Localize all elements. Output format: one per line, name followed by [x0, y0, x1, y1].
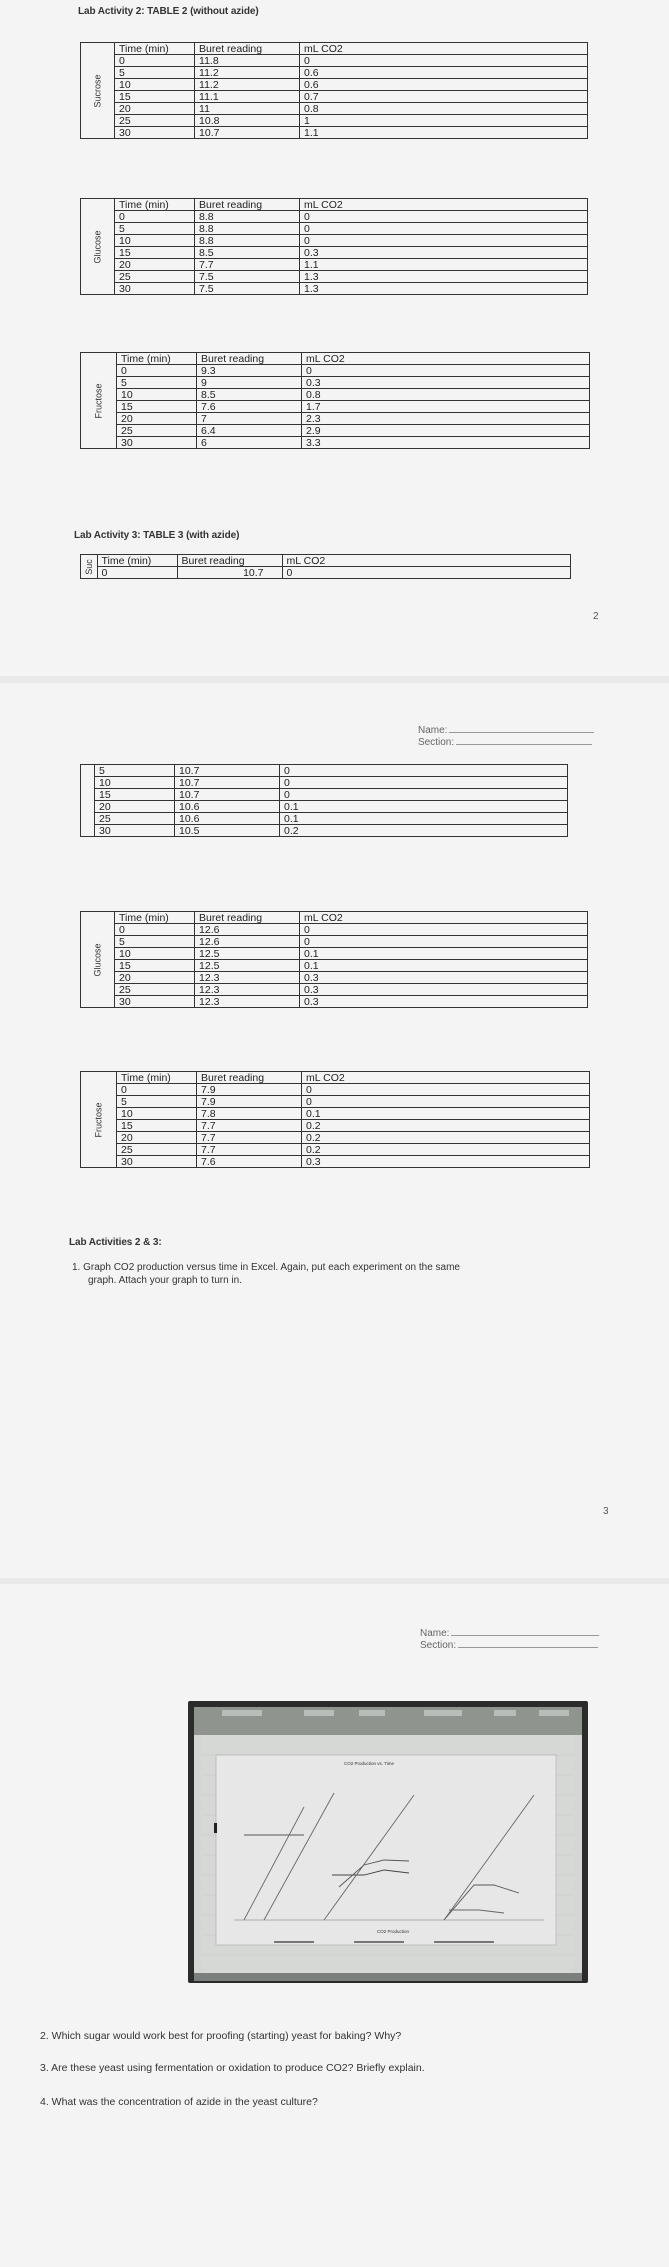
table-cell: 7.8 [197, 1108, 302, 1120]
table-cell: 20 [117, 413, 197, 425]
table-cell: 0.3 [302, 1156, 590, 1168]
table-row [81, 247, 588, 259]
table-cell: 12.5 [195, 948, 300, 960]
chart-x-title: CO2 Production [377, 1929, 410, 1934]
table-cell: 0.1 [300, 960, 588, 972]
table-cell: 0.3 [300, 972, 588, 984]
table-cell: 10 [117, 1108, 197, 1120]
table-row [81, 115, 588, 127]
table-row [81, 55, 588, 67]
name-label: Name: [418, 725, 448, 736]
table-row [81, 825, 568, 837]
table-cell: 7.6 [197, 401, 302, 413]
co2-chart [194, 1735, 582, 1973]
table-cell: 0.3 [300, 996, 588, 1008]
column-header: Time (min) [117, 1072, 197, 1084]
name-label: Name: [420, 1628, 450, 1639]
table-row [81, 777, 568, 789]
table-cell: 0.3 [300, 247, 588, 259]
table-cell: 10.6 [175, 813, 280, 825]
fructose-table [80, 352, 590, 449]
table-cell: 7.5 [195, 283, 300, 295]
table-cell: 10.7 [175, 777, 280, 789]
table-cell: 0 [300, 55, 588, 67]
table-cell: 9 [197, 377, 302, 389]
column-header: Time (min) [115, 912, 195, 924]
table-row [81, 813, 568, 825]
table-row [81, 1132, 590, 1144]
table-3-heading: Lab Activity 3: TABLE 3 (with azide) [74, 530, 240, 541]
table-cell: 20 [115, 259, 195, 271]
table-cell: 0 [300, 936, 588, 948]
table-cell: 10.8 [195, 115, 300, 127]
section-field[interactable] [420, 1640, 598, 1651]
table-header-row [81, 555, 571, 567]
table-row [81, 1096, 590, 1108]
table-cell: 0 [115, 924, 195, 936]
instruction-1 [72, 1261, 460, 1287]
sugar-label [81, 912, 115, 1008]
table-cell: 5 [117, 377, 197, 389]
table-row [81, 984, 588, 996]
table-cell: 12.6 [195, 924, 300, 936]
table-cell: 10.6 [175, 801, 280, 813]
table-cell: 10 [95, 777, 175, 789]
table-row [81, 924, 588, 936]
table-cell: 12.3 [195, 972, 300, 984]
table-cell: 0 [117, 1084, 197, 1096]
table-row [81, 1144, 590, 1156]
column-header: Time (min) [97, 555, 177, 567]
table-header-row [81, 43, 588, 55]
table-cell: 0 [300, 223, 588, 235]
sugar-label-text: Fructose [93, 1101, 104, 1138]
table-row [81, 789, 568, 801]
table-cell: 1.1 [300, 259, 588, 271]
page-2 [0, 0, 669, 676]
table-cell: 25 [95, 813, 175, 825]
table-cell: 0.2 [280, 825, 568, 837]
table-cell: 1.3 [300, 283, 588, 295]
table-header-row [81, 199, 588, 211]
table-row [81, 801, 568, 813]
table-cell: 25 [115, 984, 195, 996]
table-cell: 5 [95, 765, 175, 777]
table-cell: 5 [115, 936, 195, 948]
page-number: 3 [603, 1506, 609, 1517]
column-header: Buret reading [177, 555, 282, 567]
question-2: 2. Which sugar would work best for proofing (starting) yeast for baking? Why? [40, 2030, 402, 2042]
table-cell: 0 [280, 765, 568, 777]
table-cell: 0 [302, 1096, 590, 1108]
table-cell: 10.5 [175, 825, 280, 837]
table-cell: 12.3 [195, 984, 300, 996]
table-cell: 10 [115, 79, 195, 91]
table-2-heading: Lab Activity 2: TABLE 2 (without azide) [78, 6, 259, 17]
table-row [81, 271, 588, 283]
table-row [81, 79, 588, 91]
table-cell: 2.9 [302, 425, 590, 437]
table-cell: 0.2 [302, 1120, 590, 1132]
table-cell: 15 [117, 1120, 197, 1132]
table-cell: 7.7 [195, 259, 300, 271]
table-cell: 0.6 [300, 67, 588, 79]
name-field[interactable] [418, 725, 594, 736]
table-cell: 0 [300, 924, 588, 936]
sugar-label-text: Suc [83, 558, 94, 575]
table-cell: 20 [115, 972, 195, 984]
table-row [81, 91, 588, 103]
table-cell: 0.2 [302, 1132, 590, 1144]
table-cell: 0.1 [302, 1108, 590, 1120]
table-cell: 8.8 [195, 235, 300, 247]
table-cell: 15 [117, 401, 197, 413]
table-row [81, 211, 588, 223]
table-cell: 0.3 [302, 377, 590, 389]
question-3: 3. Are these yeast using fermentation or oxidation to produce CO2? Briefly explain. [40, 2062, 425, 2074]
table-cell: 0 [302, 1084, 590, 1096]
sugar-label [81, 555, 98, 579]
table-row [81, 223, 588, 235]
table-row [81, 425, 590, 437]
chart-title: CO2 Production vs. Time [344, 1761, 395, 1766]
table-cell: 25 [115, 271, 195, 283]
page-4 [0, 1584, 669, 2267]
table-cell: 11.2 [195, 79, 300, 91]
column-header: Buret reading [195, 199, 300, 211]
table-cell: 25 [117, 425, 197, 437]
table-cell: 0.1 [280, 801, 568, 813]
glucose-azide-table [80, 911, 588, 1008]
excel-ribbon [194, 1707, 582, 1735]
table-cell: 30 [115, 127, 195, 139]
table-cell: 10.7 [195, 127, 300, 139]
sugar-label [81, 353, 117, 449]
table-cell: 0.1 [280, 813, 568, 825]
column-header: mL CO2 [300, 199, 588, 211]
name-field[interactable] [420, 1628, 599, 1639]
table-row [81, 365, 590, 377]
column-header: Buret reading [195, 912, 300, 924]
sucrose-table [80, 42, 588, 139]
table-cell: 8.5 [197, 389, 302, 401]
sugar-label-text: Glucose [92, 942, 103, 977]
sugar-label [81, 199, 115, 295]
table-cell: 0 [97, 567, 177, 579]
table-row [81, 67, 588, 79]
excel-status-bar [194, 1973, 582, 1981]
table-header-row [81, 912, 588, 924]
excel-chart-area [194, 1735, 582, 1973]
table-cell: 15 [115, 91, 195, 103]
table-cell: 15 [115, 960, 195, 972]
sucrose-azide-table-continued [80, 764, 568, 837]
instruction-1-line: 1. Graph CO2 production versus time in Excel. Again, put each experiment on the same [72, 1262, 460, 1273]
table-row [81, 1156, 590, 1168]
table-cell: 0 [117, 365, 197, 377]
table-cell: 10 [117, 389, 197, 401]
column-header: mL CO2 [302, 1072, 590, 1084]
sugar-label-text: Glucose [92, 229, 103, 264]
table-cell: 3.3 [302, 437, 590, 449]
sugar-label-text: Fructose [93, 382, 104, 419]
sucrose-azide-table [80, 554, 571, 579]
table-cell: 20 [115, 103, 195, 115]
table-cell: 6 [197, 437, 302, 449]
table-cell: 15 [115, 247, 195, 259]
table-cell: 7.7 [197, 1120, 302, 1132]
table-cell: 11.2 [195, 67, 300, 79]
table-cell: 0 [280, 789, 568, 801]
column-header: mL CO2 [302, 353, 590, 365]
section-field[interactable] [418, 737, 592, 748]
table-cell: 7.7 [197, 1132, 302, 1144]
table-cell: 30 [117, 437, 197, 449]
table-cell: 8.8 [195, 223, 300, 235]
table-row [81, 567, 571, 579]
table-cell: 10.7 [175, 765, 280, 777]
table-cell: 12.5 [195, 960, 300, 972]
table-cell: 8.5 [195, 247, 300, 259]
column-header: Buret reading [197, 353, 302, 365]
table-row [81, 936, 588, 948]
table-row [81, 948, 588, 960]
table-cell: 7.7 [197, 1144, 302, 1156]
sugar-label [81, 43, 115, 139]
table-cell: 0 [300, 235, 588, 247]
column-header: Time (min) [115, 43, 195, 55]
table-row [81, 1084, 590, 1096]
table-row [81, 283, 588, 295]
table-cell: 7 [197, 413, 302, 425]
table-cell: 25 [115, 115, 195, 127]
table-row [81, 437, 590, 449]
table-cell: 30 [115, 996, 195, 1008]
table-row [81, 972, 588, 984]
column-header: mL CO2 [300, 43, 588, 55]
column-header: mL CO2 [282, 555, 570, 567]
table-cell: 9.3 [197, 365, 302, 377]
instruction-1-line-2: graph. Attach your graph to turn in. [88, 1275, 242, 1286]
table-cell: 6.4 [197, 425, 302, 437]
table-cell: 7.5 [195, 271, 300, 283]
table-row [81, 389, 590, 401]
table-cell: 0.6 [300, 79, 588, 91]
table-cell: 1.3 [300, 271, 588, 283]
column-header: Time (min) [115, 199, 195, 211]
page-number: 2 [593, 611, 599, 622]
table-cell: 5 [115, 67, 195, 79]
table-row [81, 235, 588, 247]
table-cell: 10 [115, 235, 195, 247]
table-cell: 7.9 [197, 1096, 302, 1108]
table-cell: 30 [95, 825, 175, 837]
table-cell: 11 [195, 103, 300, 115]
table-cell: 1.7 [302, 401, 590, 413]
column-header: Buret reading [195, 43, 300, 55]
table-cell: 0 [115, 55, 195, 67]
table-row [81, 1120, 590, 1132]
table-row [81, 401, 590, 413]
column-header: mL CO2 [300, 912, 588, 924]
table-cell: 10.7 [175, 789, 280, 801]
column-header: Buret reading [197, 1072, 302, 1084]
section-label: Section: [418, 737, 455, 748]
table-cell: 25 [117, 1144, 197, 1156]
table-cell: 1 [300, 115, 588, 127]
table-cell: 0 [282, 567, 570, 579]
table-cell: 12.3 [195, 996, 300, 1008]
table-cell: 0 [300, 211, 588, 223]
table-row [81, 259, 588, 271]
sugar-label [81, 765, 95, 837]
column-header: Time (min) [117, 353, 197, 365]
sugar-label-text: Sucrose [92, 73, 103, 108]
table-cell: 20 [95, 801, 175, 813]
table-row [81, 996, 588, 1008]
table-cell: 8.8 [195, 211, 300, 223]
table-row [81, 413, 590, 425]
excel-graph-photo [188, 1701, 588, 1983]
table-cell: 0.8 [302, 389, 590, 401]
table-cell: 7.9 [197, 1084, 302, 1096]
y-axis-title-mark [214, 1823, 217, 1833]
table-cell: 5 [117, 1096, 197, 1108]
activities-heading: Lab Activities 2 & 3: [69, 1237, 162, 1248]
table-cell: 11.8 [195, 55, 300, 67]
table-cell: 30 [117, 1156, 197, 1168]
table-cell: 0 [302, 365, 590, 377]
sugar-label [81, 1072, 117, 1168]
table-cell: 7.6 [197, 1156, 302, 1168]
table-row [81, 103, 588, 115]
table-cell: 0.8 [300, 103, 588, 115]
table-row [81, 127, 588, 139]
table-cell: 20 [117, 1132, 197, 1144]
table-cell: 0.1 [300, 948, 588, 960]
table-row [81, 1108, 590, 1120]
table-cell: 2.3 [302, 413, 590, 425]
glucose-table [80, 198, 588, 295]
table-cell: 0.2 [302, 1144, 590, 1156]
table-cell: 11.1 [195, 91, 300, 103]
table-header-row [81, 1072, 590, 1084]
table-cell: 30 [115, 283, 195, 295]
table-cell: 0 [280, 777, 568, 789]
table-cell: 1.1 [300, 127, 588, 139]
question-4: 4. What was the concentration of azide in the yeast culture? [40, 2096, 318, 2108]
page-3 [0, 683, 669, 1578]
table-cell: 0.3 [300, 984, 588, 996]
table-cell: 5 [115, 223, 195, 235]
table-row [81, 377, 590, 389]
table-cell: 0 [115, 211, 195, 223]
table-row [81, 960, 588, 972]
section-label: Section: [420, 1640, 457, 1651]
table-cell: 12.6 [195, 936, 300, 948]
table-cell: 10 [115, 948, 195, 960]
table-cell: 15 [95, 789, 175, 801]
table-row [81, 765, 568, 777]
fructose-azide-table [80, 1071, 590, 1168]
table-cell: 10.7 [177, 567, 282, 579]
table-header-row [81, 353, 590, 365]
table-cell: 0.7 [300, 91, 588, 103]
